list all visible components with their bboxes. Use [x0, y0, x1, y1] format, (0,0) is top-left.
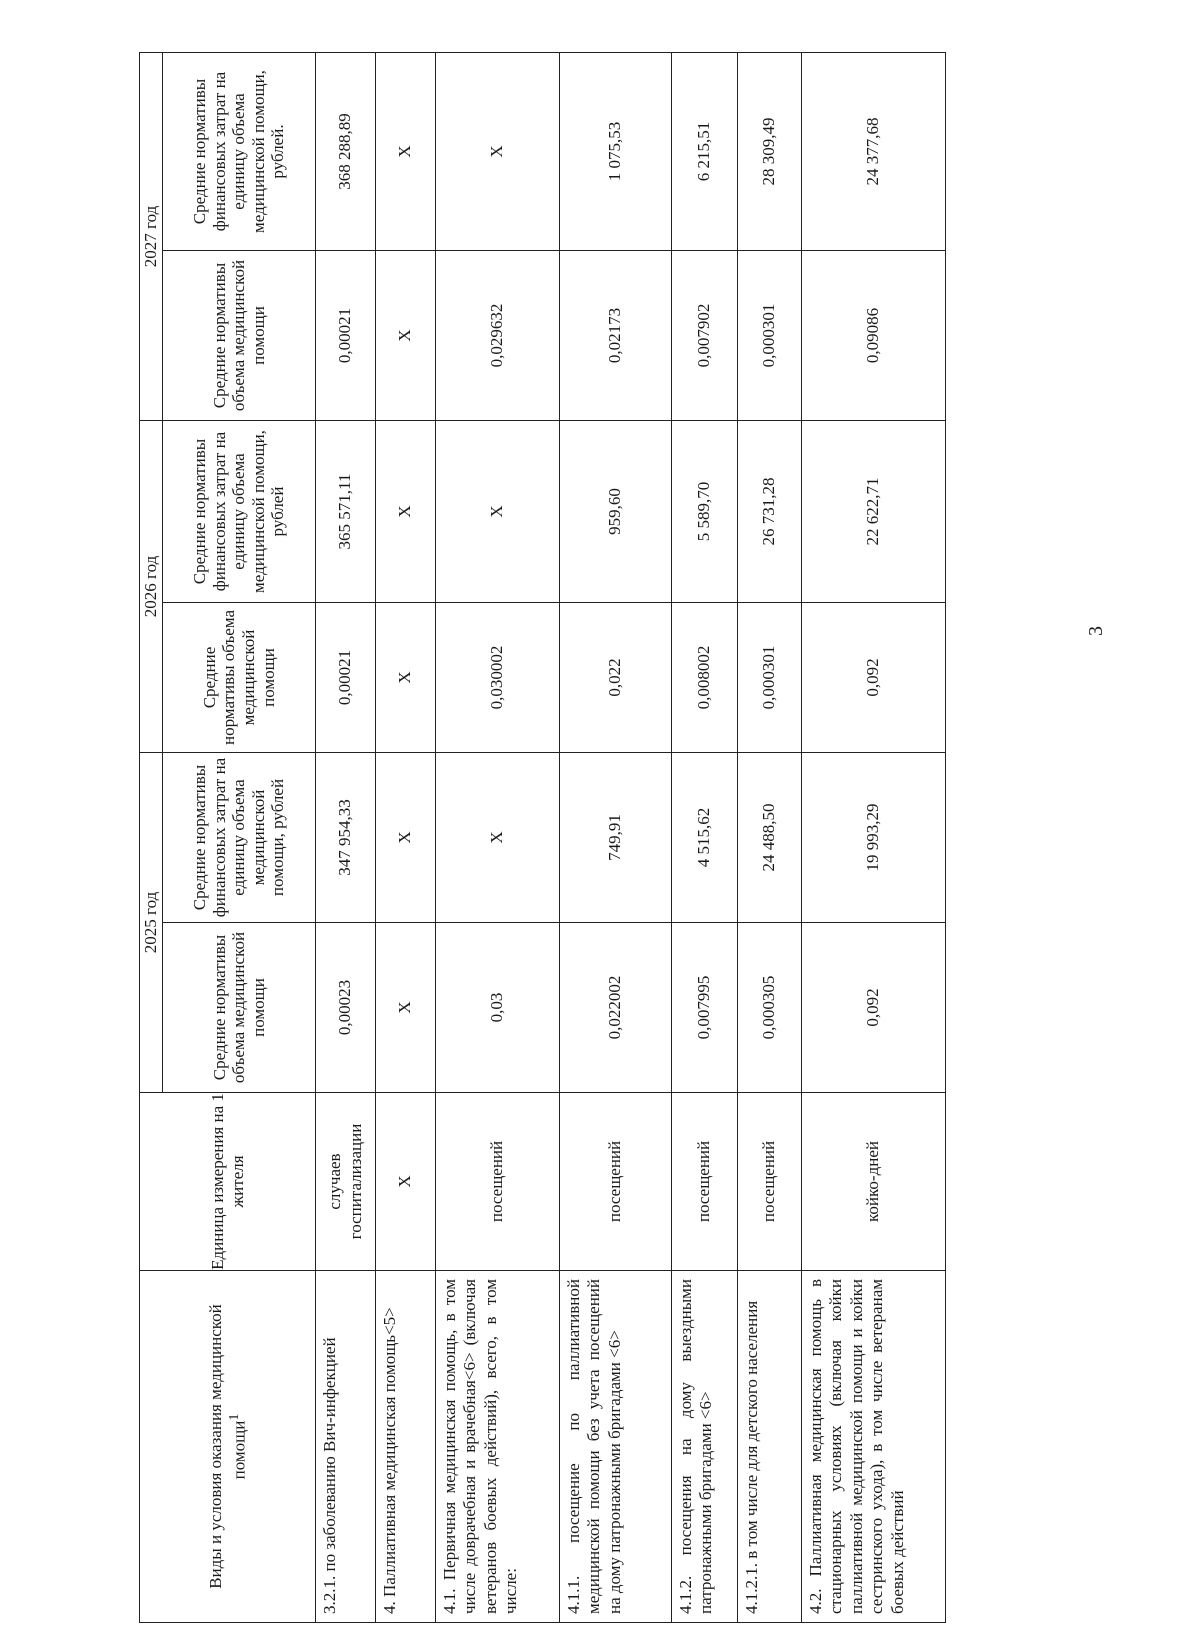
row-volume-2027: X — [376, 251, 436, 421]
row-volume-2026: 0,092 — [802, 603, 946, 753]
row-cost-2025: X — [436, 753, 560, 923]
norms-table — [139, 52, 946, 1623]
row-kind: 4.2. Паллиативная медицинская помощь в стационарных условиях (включая койки паллиативной медицинской помощи и койки сестринского ухода), в том числе ветеранам боевых действий — [802, 1271, 946, 1623]
row-volume-2026: 0,000301 — [738, 603, 802, 753]
header-volume-2026: Средние нормативы объема медицинской помощи — [163, 603, 316, 753]
row-kind: 3.2.1. по заболеванию Вич-инфекцией — [316, 1271, 376, 1623]
table-row — [802, 53, 946, 1623]
row-volume-2027: 0,02173 — [560, 251, 672, 421]
row-cost-2026: 365 571,11 — [316, 421, 376, 603]
header-year-2026: 2026 год — [140, 421, 163, 753]
row-cost-2027: X — [376, 53, 436, 251]
row-unit: койко-дней — [802, 1093, 946, 1271]
row-volume-2027: 0,00021 — [316, 251, 376, 421]
row-cost-2027: 1 075,53 — [560, 53, 672, 251]
row-volume-2027: 0,007902 — [672, 251, 738, 421]
row-cost-2027: X — [436, 53, 560, 251]
row-volume-2026: 0,008002 — [672, 603, 738, 753]
row-volume-2026: 0,030002 — [436, 603, 560, 753]
row-cost-2025: X — [376, 753, 436, 923]
row-volume-2027: 0,000301 — [738, 251, 802, 421]
row-unit: посещений — [738, 1093, 802, 1271]
table-row — [672, 53, 738, 1623]
header-cost-2027: Средние нормативы финансовых затрат на единицу объема медицинской помощи, рублей. — [163, 53, 316, 251]
row-volume-2025: 0,000305 — [738, 923, 802, 1093]
row-cost-2025: 24 488,50 — [738, 753, 802, 923]
row-volume-2027: 0,029632 — [436, 251, 560, 421]
row-kind: 4. Паллиативная медицинская помощь<5> — [376, 1271, 436, 1623]
table-row — [560, 53, 672, 1623]
table-row — [376, 53, 436, 1623]
header-cost-2025: Средние нормативы финансовых затрат на единицу объема медицинской помощи, рублей — [163, 753, 316, 923]
header-kind — [140, 1271, 316, 1623]
table-row — [738, 53, 802, 1623]
row-volume-2027: 0,09086 — [802, 251, 946, 421]
header-volume-2027: Средние нормативы объема медицинской помощи — [163, 251, 316, 421]
row-cost-2027: 24 377,68 — [802, 53, 946, 251]
row-unit: посещений — [672, 1093, 738, 1271]
row-cost-2025: 749,91 — [560, 753, 672, 923]
row-cost-2026: X — [436, 421, 560, 603]
row-volume-2025: 0,03 — [436, 923, 560, 1093]
header-year-2027: 2027 год — [140, 53, 163, 421]
row-volume-2025: 0,022002 — [560, 923, 672, 1093]
row-kind: 4.1. Первичная медицинская помощь, в том числе доврачебная и врачебная<6> (включая ветеранов боевых действий), всего, в том числе: — [436, 1271, 560, 1623]
table-row — [436, 53, 560, 1623]
row-volume-2026: 0,00021 — [316, 603, 376, 753]
row-cost-2026: 26 731,28 — [738, 421, 802, 603]
row-cost-2025: 4 515,62 — [672, 753, 738, 923]
row-volume-2025: 0,007995 — [672, 923, 738, 1093]
row-cost-2026: 22 622,71 — [802, 421, 946, 603]
row-cost-2026: 5 589,70 — [672, 421, 738, 603]
row-cost-2027: 368 288,89 — [316, 53, 376, 251]
row-cost-2025: 347 954,33 — [316, 753, 376, 923]
row-kind: 4.1.1. посещение по паллиативной медицинской помощи без учета посещений на дому патронажными бригадами <6> — [560, 1271, 672, 1623]
row-volume-2025: 0,092 — [802, 923, 946, 1093]
page-number: 3 — [1085, 626, 1107, 636]
row-unit: посещений — [436, 1093, 560, 1271]
row-unit: X — [376, 1093, 436, 1271]
row-cost-2026: X — [376, 421, 436, 603]
row-volume-2026: 0,022 — [560, 603, 672, 753]
header-volume-2025: Средние нормативы объема медицинской помощи — [163, 923, 316, 1093]
header-year-2025: 2025 год — [140, 753, 163, 1093]
row-cost-2026: 959,60 — [560, 421, 672, 603]
header-years-row — [140, 53, 163, 1623]
row-volume-2025: X — [376, 923, 436, 1093]
row-cost-2025: 19 993,29 — [802, 753, 946, 923]
row-cost-2027: 28 309,49 — [738, 53, 802, 251]
row-unit: случаев госпитализации — [316, 1093, 376, 1271]
row-cost-2027: 6 215,51 — [672, 53, 738, 251]
row-kind: 4.1.2. посещения на дому выездными патронажными бригадами <6> — [672, 1271, 738, 1623]
header-kind-text: Виды и условия оказания медицинской помощи — [206, 1304, 249, 1589]
table-row — [316, 53, 376, 1623]
row-unit: посещений — [560, 1093, 672, 1271]
row-volume-2026: X — [376, 603, 436, 753]
row-kind: 4.1.2.1. в том числе для детского населения — [738, 1271, 802, 1623]
header-unit: Единица измерения на 1 жителя — [140, 1093, 316, 1271]
header-kind-footnote: 1 — [225, 1413, 242, 1421]
header-cost-2026: Средние нормативы финансовых затрат на единицу объема медицинской помощи, рублей — [163, 421, 316, 603]
row-volume-2025: 0,00023 — [316, 923, 376, 1093]
